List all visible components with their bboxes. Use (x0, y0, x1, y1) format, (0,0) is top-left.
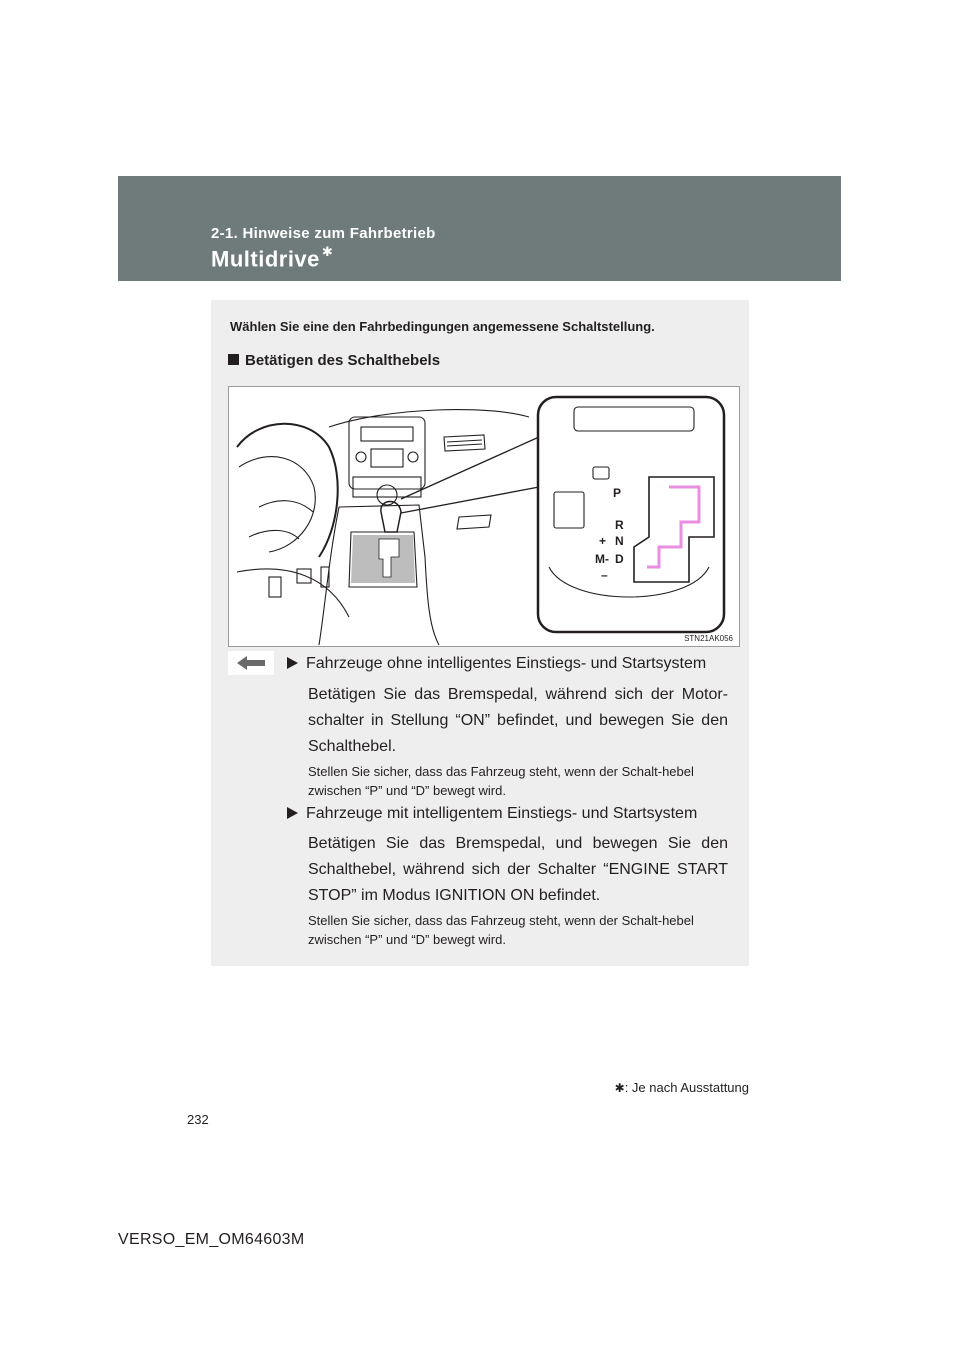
dashboard-edge (329, 410, 529, 427)
vent-right-slat (447, 440, 482, 446)
radio-knob-left (356, 452, 366, 462)
pedal-middle (297, 569, 311, 583)
note-no-smart-key: Stellen Sie sicher, dass das Fahrzeug steht, wenn der Schalt-hebel zwischen “P” und “D” bewegt wird. (308, 764, 694, 798)
footnote (615, 1080, 749, 1095)
back-button[interactable] (228, 651, 274, 675)
footnote-text: : Je nach Ausstattung (624, 1080, 749, 1095)
pedal-left (269, 577, 281, 597)
bullet-no-smart-key (287, 653, 737, 675)
equipment-mark: ✱ (321, 244, 334, 259)
page-title (211, 246, 333, 272)
triangle-bullet-icon (287, 807, 298, 819)
page-number: 232 (187, 1112, 209, 1127)
callout-line-bottom (401, 487, 539, 513)
steering-spoke (249, 501, 313, 539)
left-arrow-icon (237, 656, 265, 670)
gear-label-minus: – (601, 568, 608, 582)
gear-label-n: N (615, 534, 624, 548)
instruction-no-smart-key: Betätigen Sie das Bremspedal, während sich der Motor-schalter in Stellung “ON” befindet, und bewegen Sie den Schalthebel. (308, 686, 728, 755)
shift-lever-drawing (229, 387, 741, 648)
section-label: 2-1. Hinweise zum Fahrbetrieb (211, 225, 436, 242)
subheading (228, 352, 440, 369)
figure-id: STN21AK056 (684, 634, 733, 643)
intro-text: Wählen Sie eine den Fahrbedingungen angemessene Schaltstellung. (230, 319, 655, 334)
bullet-text: Fahrzeuge mit intelligentem Einstiegs- und Startsystem (306, 805, 698, 822)
document-code: VERSO_EM_OM64603M (118, 1231, 305, 1248)
header-band (118, 176, 841, 281)
instruction-smart-key: Betätigen Sie das Bremspedal, und bewegen Sie den Schalthebel, während sich der Schalter “ENGINE START STOP” im Modus IGNITION ON befindet. (308, 835, 728, 904)
steering-wheel (237, 424, 338, 557)
gear-label-plus: + (599, 534, 607, 548)
dashboard-lower (237, 569, 349, 617)
bullet-smart-key (287, 803, 737, 825)
gear-label-r: R (615, 518, 624, 532)
radio-display (361, 427, 413, 441)
content-box (211, 300, 749, 966)
bullet-text: Fahrzeuge ohne intelligentes Einstiegs- und Startsystem (306, 655, 707, 672)
glovebox (457, 515, 491, 529)
radio-panel (349, 417, 425, 489)
gear-label-p: P (613, 486, 622, 500)
steering-wheel-inner (239, 457, 315, 552)
subheading-text: Betätigen des Schalthebels (245, 352, 441, 369)
gear-label-d: D (615, 552, 624, 566)
footnote-mark: ✱ (614, 1081, 625, 1095)
radio-buttons (371, 449, 403, 467)
vent-right (444, 435, 485, 451)
triangle-bullet-icon (287, 657, 298, 669)
square-bullet-icon (228, 354, 239, 365)
callout-line-top (401, 437, 539, 499)
gear-label-m: M- (595, 552, 609, 566)
radio-knob-right (408, 452, 418, 462)
note-smart-key: Stellen Sie sicher, dass das Fahrzeug steht, wenn der Schalt-hebel zwischen “P” und “D” bewegt wird. (308, 913, 694, 947)
shift-lever-illustration (228, 386, 740, 647)
page-title-text: Multidrive (211, 246, 320, 272)
